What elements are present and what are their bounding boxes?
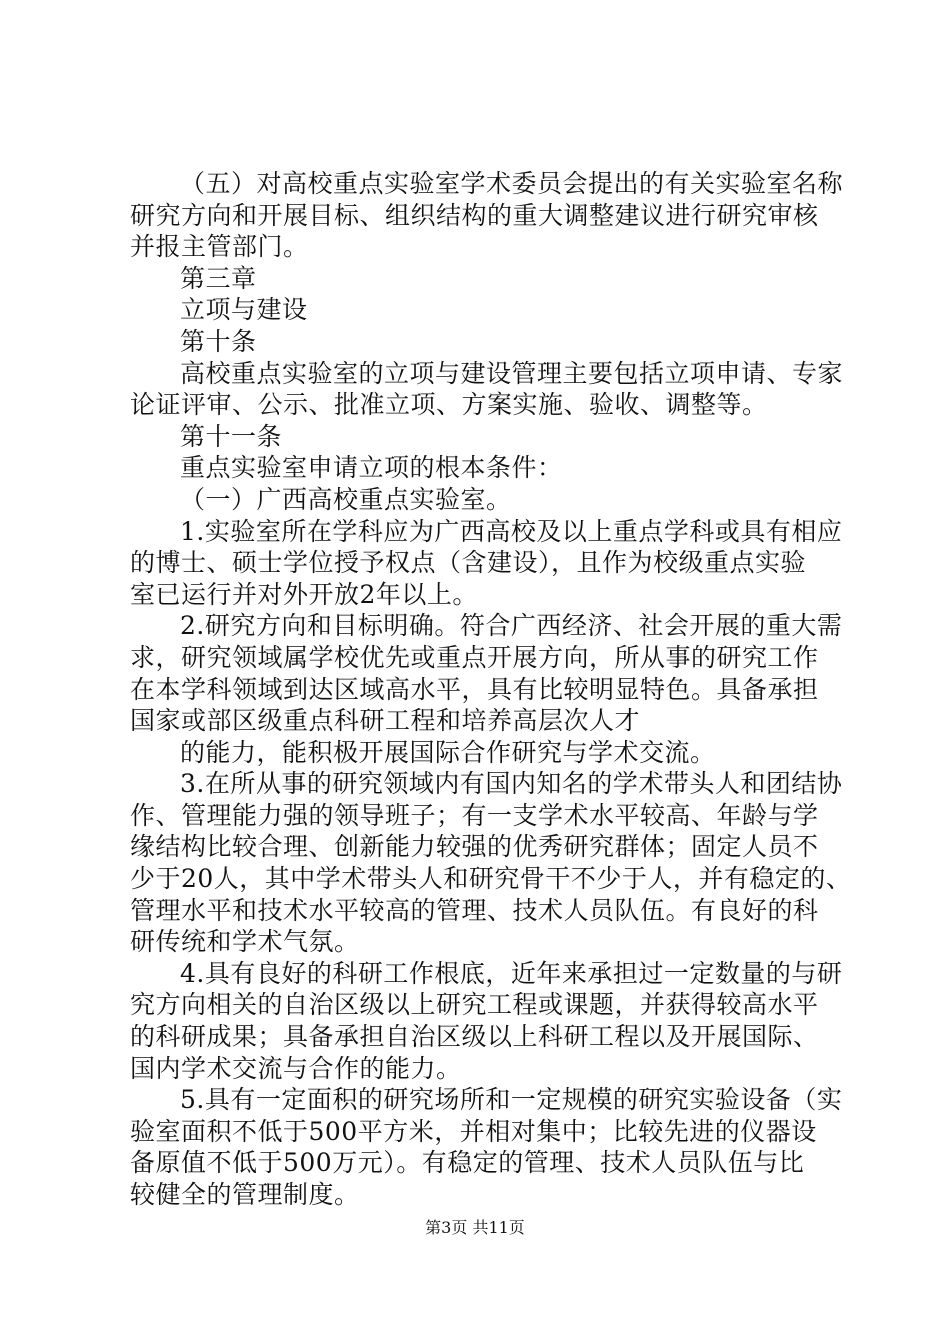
text-line: 高校重点实验室的立项与建设管理主要包括立项申请、专家 xyxy=(180,358,844,388)
text-line: 研究方向和开展目标、组织结构的重大调整建议进行研究审核 xyxy=(130,200,819,230)
text-line: 重点实验室申请立项的根本条件： xyxy=(180,453,563,483)
text-line: 1.实验室所在学科应为广西高校及以上重点学科或具有相应 xyxy=(180,516,843,546)
text-line: （一）广西高校重点实验室。 xyxy=(180,484,512,514)
page-footer: 第3页 共11页 xyxy=(425,1218,525,1237)
document-body xyxy=(130,168,852,1211)
text-line: 5.具有一定面积的研究场所和一定规模的研究实验设备（实 xyxy=(180,1085,843,1115)
text-line: 作、管理能力强的领导班子；有一支学术水平较高、年龄与学 xyxy=(130,800,819,830)
text-line: 备原值不低于500万元）。有稳定的管理、技术人员队伍与比 xyxy=(130,1148,805,1178)
text-line: 管理水平和技术水平较高的管理、技术人员队伍。有良好的科 xyxy=(130,895,819,925)
text-line: 研传统和学术气氛。 xyxy=(130,927,360,957)
text-line: 缘结构比较合理、创新能力较强的优秀研究群体；固定人员不 xyxy=(130,832,819,862)
text-line: 究方向相关的自治区级以上研究工程或课题，并获得较高水平 xyxy=(130,990,819,1020)
text-line: 的博士、硕士学位授予权点（含建设），且作为校级重点实验 xyxy=(130,548,807,578)
text-line: 国家或部区级重点科研工程和培养高层次人才 xyxy=(130,706,641,736)
text-line: 较健全的管理制度。 xyxy=(130,1180,360,1209)
text-line: 国内学术交流与合作的能力。 xyxy=(130,1053,462,1083)
text-line: 立项与建设 xyxy=(180,295,308,325)
text-line: （五）对高校重点实验室学术委员会提出的有关实验室名称 xyxy=(180,169,844,198)
text-line: 的科研成果；具备承担自治区级以上科研工程以及开展国际、 xyxy=(130,1022,819,1052)
text-line: 的能力，能积极开展国际合作研究与学术交流。 xyxy=(180,737,716,767)
text-line: 第三章 xyxy=(180,263,257,293)
text-line: 少于20人，其中学术带头人和研究骨干不少于人，并有稳定的、 xyxy=(130,864,852,894)
text-line: 2.研究方向和目标明确。符合广西经济、社会开展的重大需 xyxy=(180,611,843,641)
text-line: 论证评审、公示、批准立项、方案实施、验收、调整等。 xyxy=(130,390,768,420)
text-line: 第十条 xyxy=(180,326,257,356)
text-line: 第十一条 xyxy=(180,421,283,451)
text-line: 求，研究领域属学校优先或重点开展方向，所从事的研究工作 xyxy=(130,642,819,672)
text-line: 4.具有良好的科研工作根底，近年来承担过一定数量的与研 xyxy=(180,958,843,988)
text-line: 验室面积不低于500平方米，并相对集中；比较先进的仪器设 xyxy=(130,1116,817,1146)
text-line: 室已运行并对外开放2年以上。 xyxy=(130,579,478,609)
text-line: 并报主管部门。 xyxy=(130,232,309,262)
text-line: 3.在所从事的研究领域内有国内知名的学术带头人和团结协 xyxy=(180,769,843,799)
text-line: 在本学科领域到达区域高水平，具有比较明显特色。具备承担 xyxy=(130,674,819,704)
